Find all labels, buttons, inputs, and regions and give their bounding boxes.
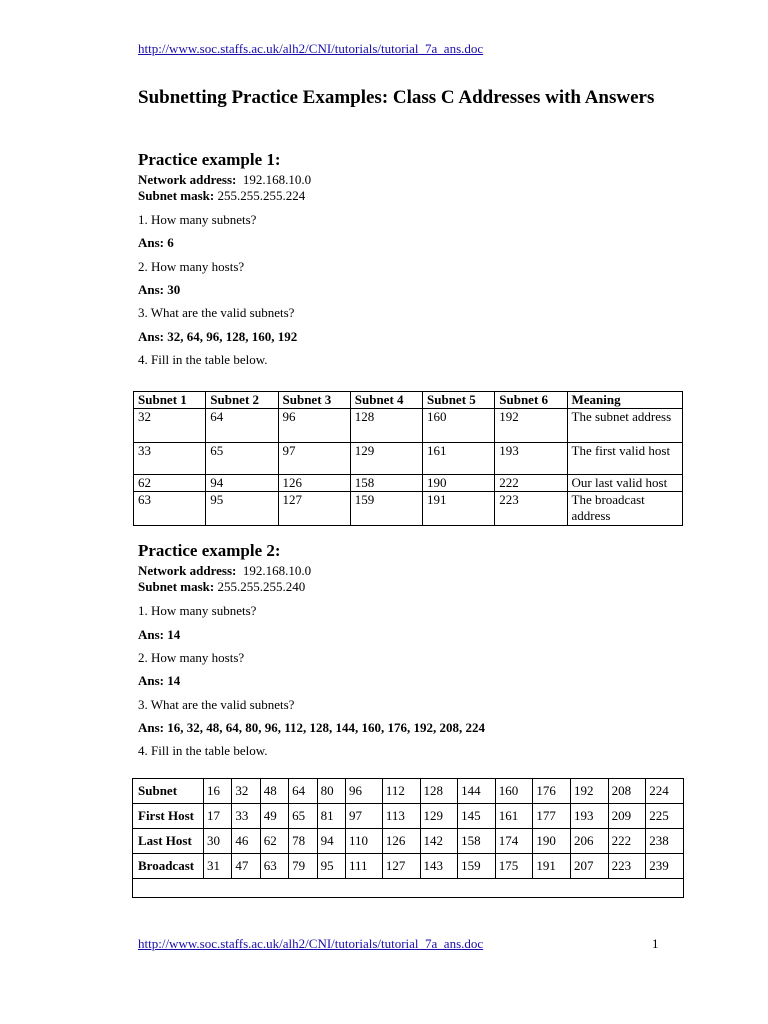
table-header: Subnet 3 [278,392,350,409]
table-cell: 159 [458,854,496,879]
table-cell: 128 [420,779,458,804]
table-cell: 127 [278,492,350,526]
table-cell: 97 [278,443,350,475]
table-cell: 78 [289,829,317,854]
row-header: Broadcast [133,854,204,879]
table-spacer-row [133,879,684,898]
table-header: Subnet 5 [423,392,495,409]
table-cell: 96 [278,409,350,443]
table-cell: 193 [495,443,567,475]
table-cell: 225 [646,804,684,829]
table-header: Subnet 6 [495,392,567,409]
table-cell: 94 [206,475,278,492]
table-header-row [134,392,683,409]
table-cell: 33 [232,804,260,829]
example-2-question-1: 1. How many subnets? [138,603,257,618]
table-row [133,779,684,804]
table-cell: 81 [317,804,345,829]
table-cell: 64 [289,779,317,804]
table-cell: 192 [571,779,609,804]
table-cell: 208 [608,779,646,804]
table-cell: 222 [608,829,646,854]
example-2-answer-2: Ans: 14 [138,673,181,688]
table-cell: 47 [232,854,260,879]
table-header: Subnet 2 [206,392,278,409]
table-cell: 209 [608,804,646,829]
network-label: Network address: [138,563,237,578]
table-cell: 97 [345,804,382,829]
example-2-heading: Practice example 2: [138,541,281,560]
footer-url-link[interactable]: http://www.soc.staffs.ac.uk/alh2/CNI/tutorials/tutorial_7a_ans.doc [138,936,484,951]
table-cell: 224 [646,779,684,804]
example-2-question-4: 4. Fill in the table below. [138,743,268,758]
table-row [133,854,684,879]
table-cell: 110 [345,829,382,854]
table-cell: 238 [646,829,684,854]
table-cell: 127 [382,854,420,879]
table-cell: 31 [204,854,232,879]
example-1-answer-2: Ans: 30 [138,282,181,297]
table-cell: 142 [420,829,458,854]
table-cell: 49 [260,804,288,829]
header-url-link[interactable]: http://www.soc.staffs.ac.uk/alh2/CNI/tutorials/tutorial_7a_ans.doc [138,41,484,56]
table-cell: 207 [571,854,609,879]
table-cell: Our last valid host [567,475,683,492]
row-header: Last Host [133,829,204,854]
table-header: Subnet 4 [350,392,422,409]
table-cell: 206 [571,829,609,854]
table-header: Subnet 1 [134,392,206,409]
table-cell: 17 [204,804,232,829]
example-2-network [138,563,311,579]
table-row [133,829,684,854]
table-cell: 65 [206,443,278,475]
table-cell: 129 [420,804,458,829]
table-cell: 175 [495,854,533,879]
table-cell: 191 [423,492,495,526]
example-1-heading: Practice example 1: [138,150,281,169]
table-header: Meaning [567,392,683,409]
example-1-question-2: 2. How many hosts? [138,259,245,274]
example-1-network [138,172,311,188]
table-cell: 80 [317,779,345,804]
row-header: Subnet [133,779,204,804]
mask-label: Subnet mask: [138,579,215,594]
table-cell: 33 [134,443,206,475]
table-cell: 62 [134,475,206,492]
table-cell: 126 [382,829,420,854]
table-cell: The first valid host [567,443,683,475]
mask-value: 255.255.255.224 [217,188,306,203]
table-cell: 128 [350,409,422,443]
table-cell: 177 [533,804,571,829]
table-cell: 143 [420,854,458,879]
table-cell: 223 [495,492,567,526]
example-2-table [132,778,684,898]
table-cell: 65 [289,804,317,829]
table-cell: 160 [495,779,533,804]
table-cell: 112 [382,779,420,804]
table-cell: 160 [423,409,495,443]
table-cell: 176 [533,779,571,804]
table-cell: 144 [458,779,496,804]
mask-label: Subnet mask: [138,188,215,203]
table-cell: 30 [204,829,232,854]
table-cell: The subnet address [567,409,683,443]
table-cell: 222 [495,475,567,492]
example-2-mask [138,579,305,595]
example-2-answer-1: Ans: 14 [138,627,181,642]
network-value: 192.168.10.0 [242,172,312,187]
table-cell: 62 [260,829,288,854]
table-cell: 63 [134,492,206,526]
table-cell: 161 [495,804,533,829]
network-value: 192.168.10.0 [242,563,312,578]
table-cell: 159 [350,492,422,526]
table-cell: 95 [317,854,345,879]
table-cell: 190 [533,829,571,854]
table-cell: 16 [204,779,232,804]
table-cell: 190 [423,475,495,492]
table-cell: 223 [608,854,646,879]
example-1-table [133,391,683,526]
table-cell: 129 [350,443,422,475]
table-cell: 32 [134,409,206,443]
example-1-question-3: 3. What are the valid subnets? [138,305,295,320]
table-cell: 192 [495,409,567,443]
table-cell: The broadcast address [567,492,683,526]
table-cell: 239 [646,854,684,879]
example-1-mask [138,188,305,204]
example-2-answer-3: Ans: 16, 32, 48, 64, 80, 96, 112, 128, 144, 160, 176, 192, 208, 224 [138,720,486,735]
table-cell: 94 [317,829,345,854]
network-label: Network address: [138,172,237,187]
table-row [133,804,684,829]
table-cell: 158 [458,829,496,854]
page-title: Subnetting Practice Examples: Class C Addresses with Answers [138,87,655,108]
table-cell: 145 [458,804,496,829]
example-2-question-2: 2. How many hosts? [138,650,245,665]
table-cell: 191 [533,854,571,879]
table-cell: 111 [345,854,382,879]
table-cell: 79 [289,854,317,879]
table-cell: 46 [232,829,260,854]
table-cell: 95 [206,492,278,526]
table-cell: 48 [260,779,288,804]
mask-value: 255.255.255.240 [217,579,306,594]
row-header: First Host [133,804,204,829]
table-cell: 64 [206,409,278,443]
table-row [134,409,683,443]
spacer-cell [133,879,684,898]
example-1-question-4: 4. Fill in the table below. [138,352,268,367]
table-cell: 96 [345,779,382,804]
table-cell: 32 [232,779,260,804]
table-cell: 158 [350,475,422,492]
table-row [134,443,683,475]
example-2-table-body [133,779,684,898]
table-row [134,475,683,492]
table-cell: 161 [423,443,495,475]
table-cell: 63 [260,854,288,879]
table-cell: 126 [278,475,350,492]
example-2-question-3: 3. What are the valid subnets? [138,697,295,712]
page-number: 1 [652,936,659,951]
example-1-answer-3: Ans: 32, 64, 96, 128, 160, 192 [138,329,298,344]
table-cell: 113 [382,804,420,829]
table-row [134,492,683,526]
table-cell: 193 [571,804,609,829]
example-1-question-1: 1. How many subnets? [138,212,257,227]
example-1-answer-1: Ans: 6 [138,235,174,250]
table-cell: 174 [495,829,533,854]
